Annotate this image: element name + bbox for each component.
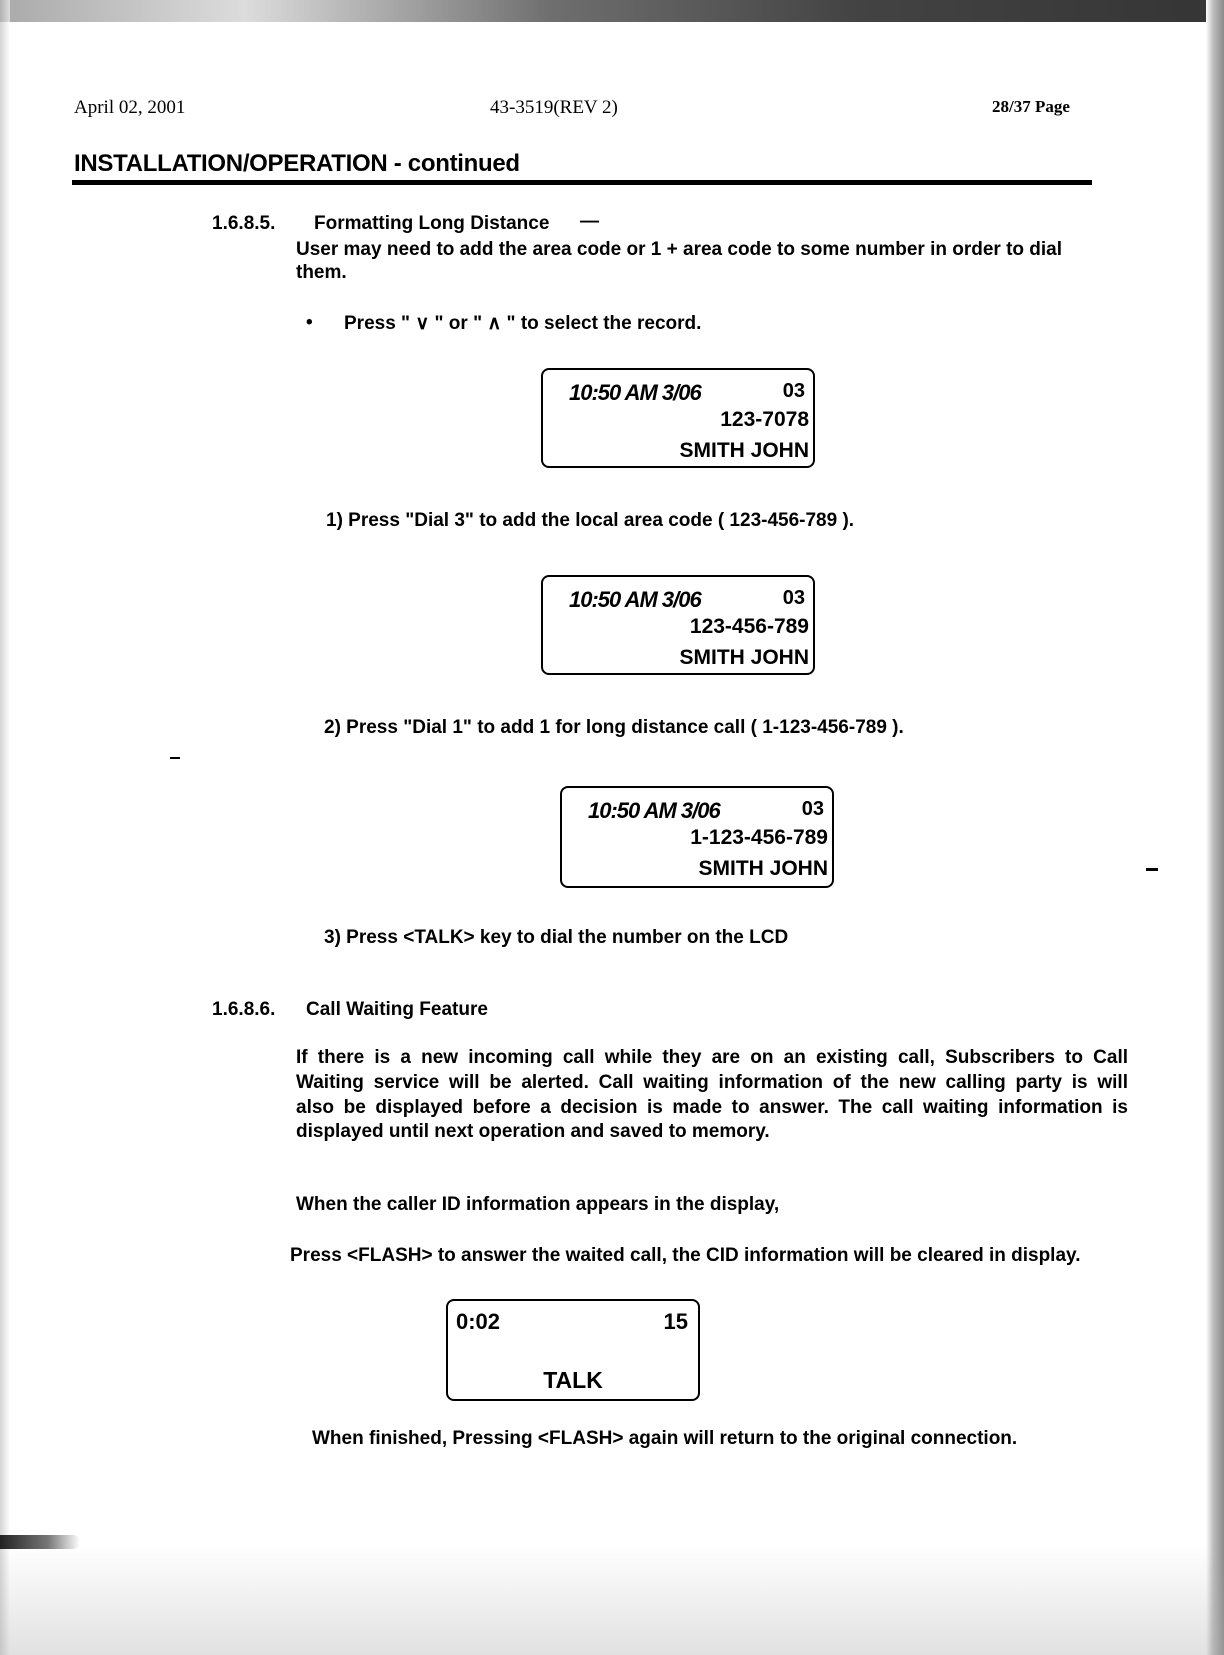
subsection-number: 1.6.8.6.	[212, 999, 276, 1020]
lcd-display-2	[541, 575, 815, 675]
header-page-number: 28/37 Page	[992, 97, 1070, 116]
call-waiting-para-line-3: also be displayed before a decision is made to answer. The call waiting information is	[296, 1097, 1128, 1118]
scan-edge-top	[0, 0, 1224, 22]
lcd-time: 10:50 AM 3/06	[588, 798, 720, 823]
lcd-name: SMITH JOHN	[679, 439, 809, 462]
lcd-name: SMITH JOHN	[679, 646, 809, 669]
subsection-heading: Formatting Long Distance	[314, 213, 550, 234]
lcd-number: 123-7078	[720, 408, 809, 431]
lcd-index: 03	[782, 380, 805, 402]
flash-answer-line: Press <FLASH> to answer the waited call, the CID information will be cleared in display.	[290, 1245, 1081, 1266]
intro-line-1: User may need to add the area code or 1 + area code to some number in order to dial	[296, 239, 1063, 260]
flash-return-line: When finished, Pressing <FLASH> again will return to the original connection.	[312, 1428, 1018, 1449]
step-3: 3) Press <TALK> key to dial the number on the LCD	[324, 927, 789, 948]
scan-smudge	[0, 1535, 80, 1549]
call-waiting-para-line-2: Waiting service will be alerted. Call waiting information of the new calling party is will	[296, 1072, 1128, 1093]
intro-line-2: them.	[296, 262, 347, 283]
caller-id-line: When the caller ID information appears in the display,	[296, 1194, 780, 1215]
lcd-time: 10:50 AM 3/06	[569, 587, 701, 612]
lcd-time: 10:50 AM 3/06	[569, 380, 701, 405]
subsection-number: 1.6.8.5.	[212, 213, 276, 234]
lcd-display-1	[541, 368, 815, 468]
bullet-text: Press " ∨ " or " ∧ " to select the record.	[344, 313, 702, 334]
lcd-status: TALK	[543, 1367, 603, 1393]
scan-edge-bottom	[0, 1545, 1224, 1655]
lcd-display-3	[560, 786, 834, 888]
scan-mark	[170, 757, 180, 759]
lcd-index: 15	[663, 1309, 688, 1334]
lcd-index: 03	[801, 798, 824, 820]
subsection-heading: Call Waiting Feature	[306, 999, 488, 1020]
lcd-number: 1-123-456-789	[690, 826, 828, 849]
bullet-icon: •	[306, 312, 313, 333]
step-2: 2) Press "Dial 1" to add 1 for long distance call ( 1-123-456-789 ).	[324, 717, 904, 738]
call-waiting-para-line-4: displayed until next operation and saved to memory.	[296, 1121, 770, 1142]
lcd-index: 03	[782, 587, 805, 609]
section-rule	[72, 180, 1092, 185]
scan-edge-right	[1206, 0, 1224, 1655]
scan-edge-left	[0, 0, 10, 1655]
lcd-number: 123-456-789	[689, 615, 809, 638]
step-1: 1) Press "Dial 3" to add the local area code ( 123-456-789 ).	[326, 510, 855, 531]
lcd-timer: 0:02	[456, 1309, 501, 1334]
section-title: INSTALLATION/OPERATION - continued	[74, 150, 520, 177]
heading-dash: —	[580, 211, 599, 232]
lcd-display-talk	[446, 1299, 700, 1401]
header-date: April 02, 2001	[74, 97, 186, 118]
scan-mark	[1146, 868, 1158, 871]
lcd-name: SMITH JOHN	[698, 857, 828, 880]
call-waiting-para-line-1: If there is a new incoming call while they are on an existing call, Subscribers to Call	[296, 1047, 1128, 1068]
header-doc-number: 43-3519(REV 2)	[490, 97, 618, 118]
